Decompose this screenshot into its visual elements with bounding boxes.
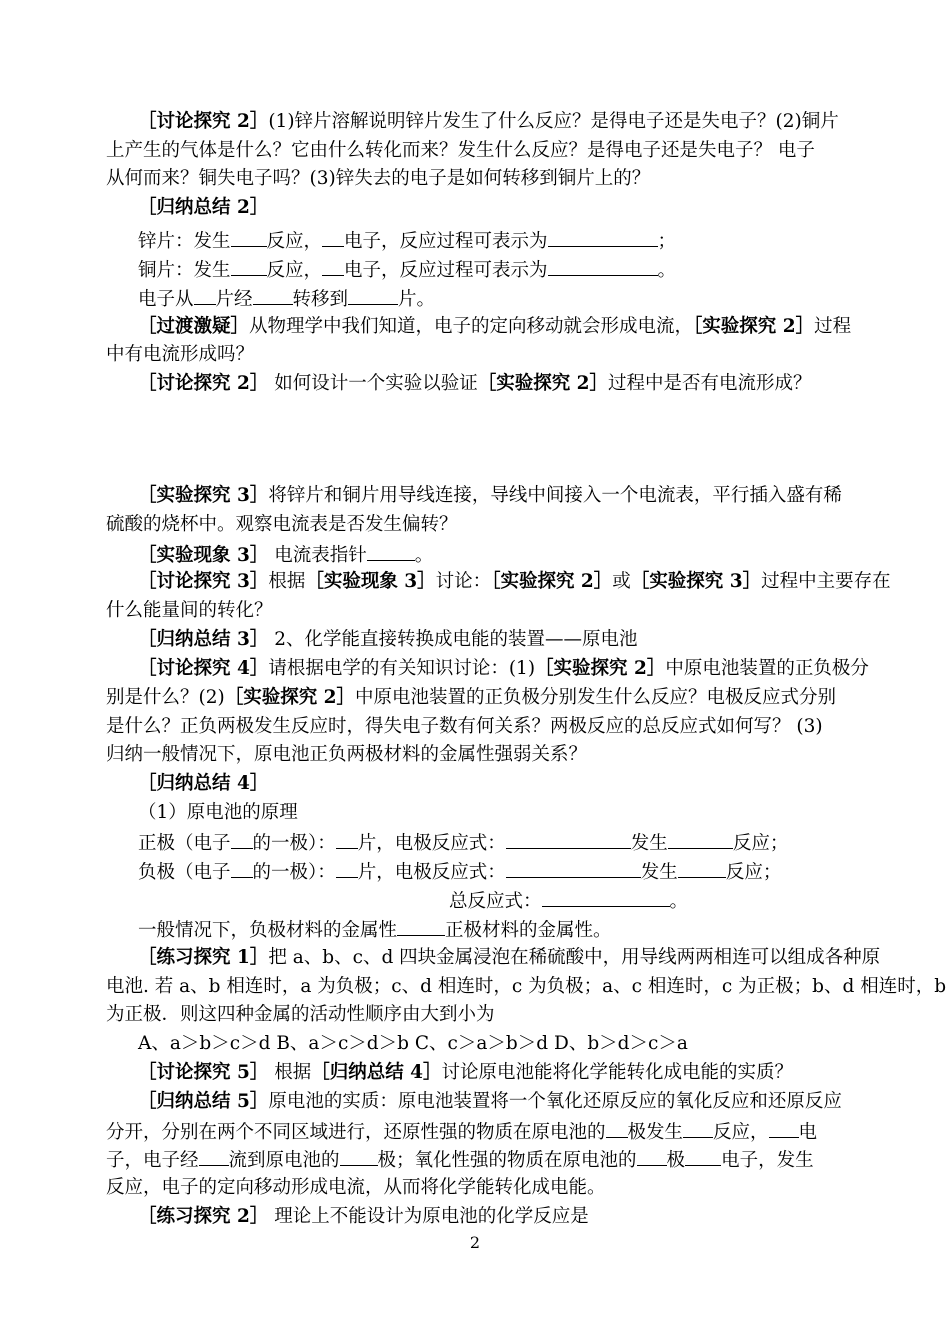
blank[interactable] xyxy=(769,1119,799,1138)
discuss2-line-1: ［讨论探究 2］(1)锌片溶解说明锌片发生了什么反应？是得电子还是失电子？(2)铜片 xyxy=(138,111,839,132)
blank[interactable] xyxy=(336,859,358,878)
heading-summary4: ［归纳总结 4］ xyxy=(138,773,269,794)
summary5-line-2: 分开，分别在两个不同区域进行，还原性强的物质在原电池的 极发生 反应， 电 xyxy=(106,1119,817,1145)
blank[interactable] xyxy=(194,286,216,305)
blank[interactable] xyxy=(678,859,726,878)
blank[interactable] xyxy=(340,1147,378,1166)
practice1-line-2: 电池. 若 a、b 相连时，a 为负极；c、d 相连时，c 为负极；a、c 相连时，c 为正极；b、d 相连时，b xyxy=(106,976,947,997)
positive-electrode-line: 正极（电子 的一极）： 片，电极反应式： 发生 反应； xyxy=(138,830,788,856)
negative-electrode-line: 负极（电子 的一极）： 片，电极反应式： 发生 反应； xyxy=(138,859,781,885)
zinc-line: 锌片：发生 反应， 电子，反应过程可表示为 ； xyxy=(138,228,676,254)
copper-line: 铜片：发生 反应， 电子，反应过程可表示为 。 xyxy=(138,257,676,283)
blank[interactable] xyxy=(397,917,445,936)
discuss5-line: ［讨论探究 5］ 根据［归纳总结 4］讨论原电池能将化学能转化成电能的实质？ xyxy=(138,1062,794,1083)
blank[interactable] xyxy=(637,1147,667,1166)
discuss2b-line: ［讨论探究 2］ 如何设计一个实验以验证［实验探究 2］过程中是否有电流形成？ xyxy=(138,373,812,394)
blank[interactable] xyxy=(322,228,344,247)
discuss4-line-2: 别是什么？(2)［实验探究 2］中原电池装置的正负极分别发生什么反应？电极反应式分别 xyxy=(106,687,837,708)
discuss2-line-3: 从何而来？铜失电子吗？(3)锌失去的电子是如何转移到铜片上的？ xyxy=(106,168,651,189)
summary5-line-4: 反应，电子的定向移动形成电流，从而将化学能转化成电能。 xyxy=(106,1177,606,1198)
practice2-line: ［练习探究 2］ 理论上不能设计为原电池的化学反应是 xyxy=(138,1206,589,1227)
tag-discuss2: ［讨论探究 2］ xyxy=(138,111,269,132)
blank[interactable] xyxy=(336,830,358,849)
blank[interactable] xyxy=(322,257,344,276)
discuss4-line-4: 归纳一般情况下，原电池正负两极材料的金属性强弱关系？ xyxy=(106,744,588,765)
summary5-line-1: ［归纳总结 5］原电池的实质：原电池装置将一个氧化还原反应的氧化反应和还原反应 xyxy=(138,1091,842,1112)
discuss3-line-1: ［讨论探究 3］根据［实验现象 3］讨论：［实验探究 2］或［实验探究 3］过程中主要存在 xyxy=(138,571,891,592)
phen3-line: ［实验现象 3］ 电流表指针 。 xyxy=(138,542,433,568)
blank[interactable] xyxy=(548,228,658,247)
practice1-line-1: ［练习探究 1］把 a、b、c、d 四块金属浸泡在稀硫酸中，用导线两两相连可以组成各种原 xyxy=(138,947,881,968)
blank[interactable] xyxy=(253,286,293,305)
blank[interactable] xyxy=(231,859,253,878)
practice1-options: A、a＞b＞c＞d B、a＞c＞d＞b C、c＞a＞b＞d D、b＞d＞c＞a xyxy=(138,1033,688,1054)
blank[interactable] xyxy=(199,1147,229,1166)
discuss4-line-3: 是什么？正负两极发生反应时，得失电子数有何关系？两极反应的总反应式如何写？ (3) xyxy=(106,716,823,737)
blank[interactable] xyxy=(685,1147,721,1166)
practice1-line-3: 为正极．则这四种金属的活动性顺序由大到小为 xyxy=(106,1004,495,1025)
blank[interactable] xyxy=(542,888,670,907)
transition-line-2: 中有电流形成吗？ xyxy=(106,344,255,365)
blank[interactable] xyxy=(231,257,267,276)
blank[interactable] xyxy=(231,830,253,849)
page-number: 2 xyxy=(469,1233,481,1252)
blank[interactable] xyxy=(506,830,631,849)
summary5-line-3: 子，电子经 流到原电池的 极；氧化性强的物质在原电池的 极 电子，发生 xyxy=(106,1147,814,1173)
blank[interactable] xyxy=(548,257,658,276)
blank[interactable] xyxy=(668,830,733,849)
blank[interactable] xyxy=(231,228,267,247)
summary3-line: ［归纳总结 3］ 2、化学能直接转换成电能的装置——原电池 xyxy=(138,629,638,650)
blank[interactable] xyxy=(348,286,398,305)
blank[interactable] xyxy=(506,859,641,878)
discuss3-line-2: 什么能量间的转化？ xyxy=(106,600,273,621)
general-line: 一般情况下，负极材料的金属性 正极材料的金属性。 xyxy=(138,917,612,943)
electron-flow-line: 电子从 片经 转移到 片。 xyxy=(138,286,435,312)
blank[interactable] xyxy=(367,542,415,561)
total-reaction-line: 总反应式： 。 xyxy=(449,888,688,914)
exp3-line-1: ［实验探究 3］将锌片和铜片用导线连接，导线中间接入一个电流表，平行插入盛有稀 xyxy=(138,485,842,506)
discuss2-line-2: 上产生的气体是什么？它由什么转化而来？发生什么反应？是得电子还是失电子？ 电子 xyxy=(106,140,815,161)
principle-heading: （1）原电池的原理 xyxy=(138,802,298,823)
exp3-line-2: 硫酸的烧杯中。观察电流表是否发生偏转？ xyxy=(106,514,458,535)
heading-summary2: ［归纳总结 2］ xyxy=(138,197,269,218)
blank[interactable] xyxy=(683,1119,713,1138)
blank[interactable] xyxy=(606,1119,628,1138)
transition-line-1: ［过渡激疑］从物理学中我们知道，电子的定向移动就会形成电流，［实验探究 2］过程 xyxy=(138,316,852,337)
discuss4-line-1: ［讨论探究 4］请根据电学的有关知识讨论：(1)［实验探究 2］中原电池装置的正负极分 xyxy=(138,658,869,679)
